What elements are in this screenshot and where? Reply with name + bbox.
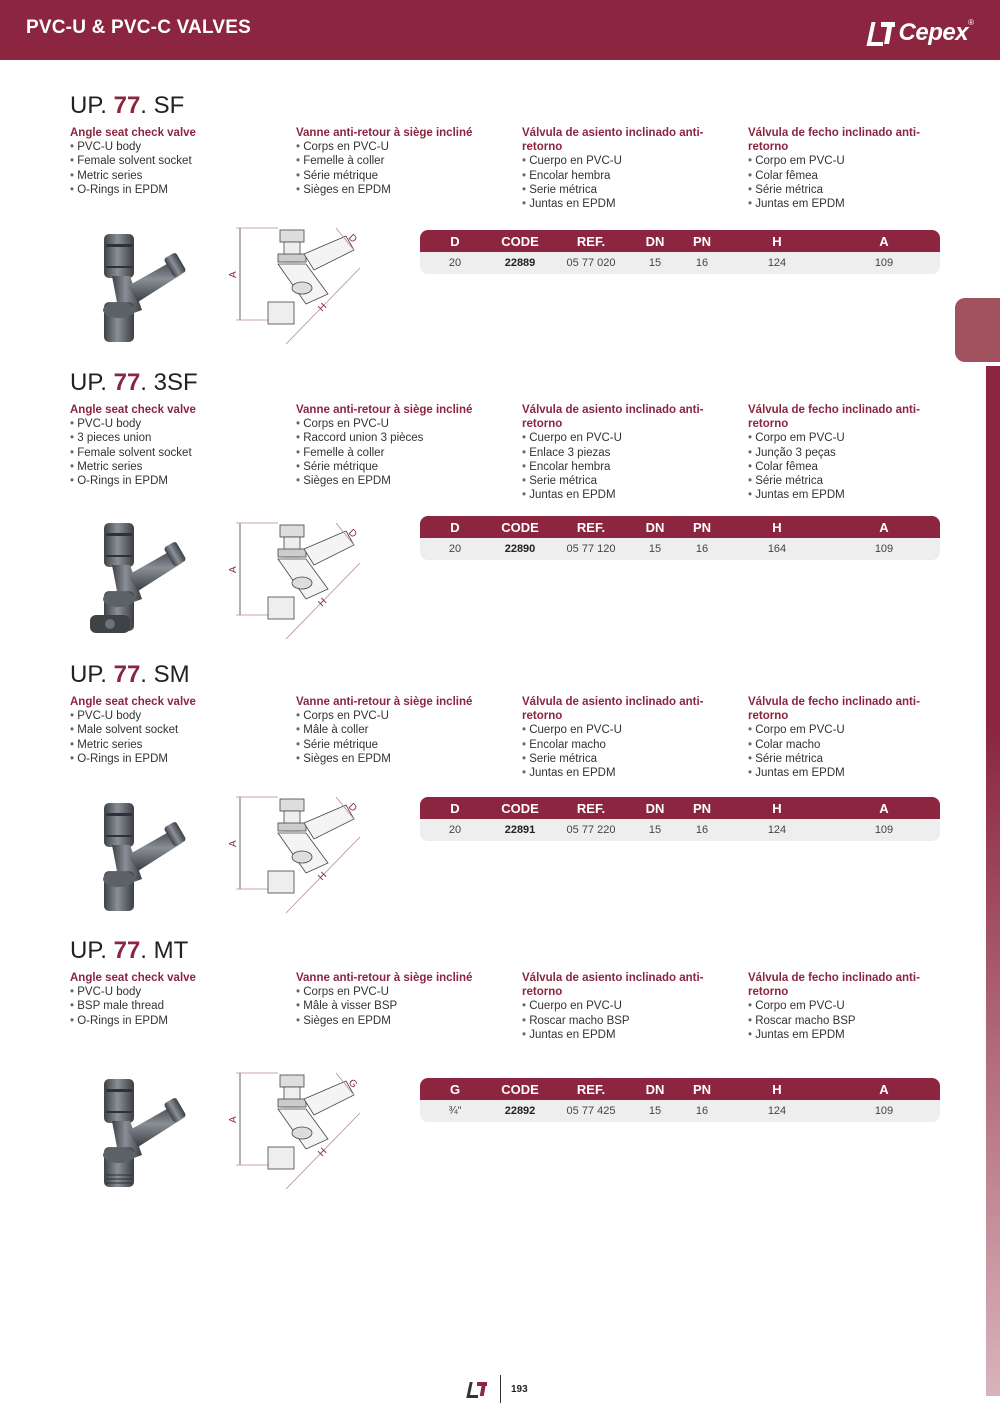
technical-drawing xyxy=(228,1069,368,1201)
feature-item: • Metric series xyxy=(70,460,275,474)
feature-list xyxy=(70,709,275,766)
spec-column-header: H xyxy=(726,797,828,819)
feature-item: • Raccord union 3 pièces xyxy=(296,431,501,445)
spec-column-header: DN xyxy=(632,516,678,538)
feature-item: • Juntas em EPDM xyxy=(748,488,953,502)
dimension-label-h: H xyxy=(316,1146,330,1160)
feature-list xyxy=(296,709,501,766)
section-title xyxy=(70,661,190,689)
dimension-label-d: D xyxy=(345,527,359,541)
feature-item: • Serie métrica xyxy=(522,752,727,766)
section-title-number: 77 xyxy=(113,937,141,964)
spec-cell: 22890 xyxy=(490,538,550,560)
spec-column-header: A xyxy=(828,1078,940,1100)
table-row xyxy=(420,819,940,841)
section-title-suffix: . SF xyxy=(140,92,185,119)
description-column xyxy=(522,695,727,780)
spec-cell: 22891 xyxy=(490,819,550,841)
feature-item: • Male solvent socket xyxy=(70,723,275,737)
feature-item: • Série métrica xyxy=(748,183,953,197)
feature-list xyxy=(296,417,501,488)
spec-column-header: H xyxy=(726,230,828,252)
spec-column-header: CODE xyxy=(490,1078,550,1100)
feature-list xyxy=(296,140,501,197)
spec-cell: 109 xyxy=(828,252,940,274)
feature-item: • Encolar hembra xyxy=(522,460,727,474)
spec-table-header xyxy=(420,1078,940,1100)
feature-list xyxy=(748,999,953,1042)
spec-column-header: CODE xyxy=(490,230,550,252)
feature-item: • PVC-U body xyxy=(70,709,275,723)
spec-column-header: CODE xyxy=(490,516,550,538)
page-header xyxy=(0,0,1000,60)
section-title-prefix: UP. xyxy=(70,661,114,688)
brand-logo xyxy=(867,16,974,50)
spec-table xyxy=(420,1078,940,1122)
feature-item: • Corps en PVC-U xyxy=(296,417,501,431)
brand-name: Cepex xyxy=(898,19,969,46)
section-title-number: 77 xyxy=(113,92,141,119)
section-title-number: 77 xyxy=(113,369,141,396)
dimension-label-a: A xyxy=(228,271,239,278)
spec-cell: 164 xyxy=(726,538,828,560)
description-heading: Angle seat check valve xyxy=(70,127,196,139)
description-heading: Vanne anti-retour à siège incliné xyxy=(296,972,473,984)
feature-list xyxy=(522,154,727,211)
spec-column-header: DN xyxy=(632,797,678,819)
table-row xyxy=(420,538,940,560)
description-column xyxy=(296,126,501,197)
description-column xyxy=(296,695,501,766)
feature-item: • O-Rings in EPDM xyxy=(70,183,275,197)
section-title-prefix: UP. xyxy=(70,369,114,396)
dimension-label-h: H xyxy=(316,596,330,610)
feature-item: • Colar fêmea xyxy=(748,460,953,474)
description-heading: Angle seat check valve xyxy=(70,696,196,708)
feature-item: • Colar macho xyxy=(748,738,953,752)
footer-divider xyxy=(500,1375,501,1403)
dimension-label-h: H xyxy=(316,301,330,315)
table-row xyxy=(420,252,940,274)
spec-table xyxy=(420,797,940,841)
description-heading: Válvula de fecho inclinado anti-retorno xyxy=(748,127,920,154)
spec-column-header: REF. xyxy=(550,230,632,252)
section-title xyxy=(70,92,184,120)
description-column xyxy=(296,403,501,488)
spec-table-header xyxy=(420,797,940,819)
technical-drawing xyxy=(228,224,368,356)
feature-item: • Corps en PVC-U xyxy=(296,709,501,723)
section-title xyxy=(70,369,198,397)
spec-column-header: H xyxy=(726,1078,828,1100)
section-title-number: 77 xyxy=(113,661,141,688)
feature-item: • Corpo em PVC-U xyxy=(748,154,953,168)
page-number: 193 xyxy=(511,1383,528,1395)
product-photo xyxy=(72,519,202,639)
feature-item: • Serie métrica xyxy=(522,474,727,488)
description-column xyxy=(522,126,727,211)
description-column xyxy=(748,126,953,211)
description-column xyxy=(70,695,275,766)
dimension-label-a: A xyxy=(228,566,239,573)
spec-cell: 109 xyxy=(828,538,940,560)
spec-cell: 05 77 220 xyxy=(550,819,632,841)
feature-item: • 3 pieces union xyxy=(70,431,275,445)
table-row xyxy=(420,1100,940,1122)
feature-list xyxy=(748,723,953,780)
spec-cell: 20 xyxy=(420,538,490,560)
product-section xyxy=(0,661,1000,921)
product-section xyxy=(0,92,1000,352)
feature-item: • Femelle à coller xyxy=(296,154,501,168)
feature-list xyxy=(522,999,727,1042)
feature-item: • Junção 3 peças xyxy=(748,446,953,460)
feature-item: • Female solvent socket xyxy=(70,154,275,168)
feature-item: • Encolar macho xyxy=(522,738,727,752)
product-photo xyxy=(72,799,202,919)
feature-item: • Corps en PVC-U xyxy=(296,985,501,999)
spec-table-header xyxy=(420,516,940,538)
spec-cell: 05 77 425 xyxy=(550,1100,632,1122)
spec-cell: 05 77 120 xyxy=(550,538,632,560)
spec-column-header: PN xyxy=(678,797,726,819)
feature-list xyxy=(296,985,501,1028)
description-heading: Vanne anti-retour à siège incliné xyxy=(296,696,473,708)
feature-list xyxy=(748,431,953,502)
feature-item: • Roscar macho BSP xyxy=(522,1014,727,1028)
dimension-label-a: A xyxy=(228,840,239,847)
description-column xyxy=(748,971,953,1042)
spec-cell: 15 xyxy=(632,252,678,274)
feature-item: • Metric series xyxy=(70,738,275,752)
spec-cell: 124 xyxy=(726,252,828,274)
feature-item: • Roscar macho BSP xyxy=(748,1014,953,1028)
description-heading: Vanne anti-retour à siège incliné xyxy=(296,404,473,416)
feature-item: • Série métrica xyxy=(748,752,953,766)
spec-cell: 15 xyxy=(632,1100,678,1122)
description-column xyxy=(70,126,275,197)
spec-cell: ¾" xyxy=(420,1100,490,1122)
spec-cell: 20 xyxy=(420,819,490,841)
spec-table-header xyxy=(420,230,940,252)
spec-cell: 15 xyxy=(632,538,678,560)
feature-item: • Juntas en EPDM xyxy=(522,488,727,502)
section-title-suffix: . SM xyxy=(140,661,190,688)
feature-item: • Serie métrica xyxy=(522,183,727,197)
feature-item: • Série métrique xyxy=(296,738,501,752)
spec-cell: 16 xyxy=(678,252,726,274)
description-column xyxy=(748,695,953,780)
spec-cell: 15 xyxy=(632,819,678,841)
spec-cell: 22889 xyxy=(490,252,550,274)
description-column xyxy=(522,971,727,1042)
spec-cell: 16 xyxy=(678,538,726,560)
page-title: PVC-U & PVC-C VALVES xyxy=(26,17,251,38)
feature-list xyxy=(748,154,953,211)
product-photo xyxy=(72,230,202,350)
feature-item: • PVC-U body xyxy=(70,417,275,431)
spec-cell: 109 xyxy=(828,1100,940,1122)
feature-item: • PVC-U body xyxy=(70,140,275,154)
feature-item: • Sièges en EPDM xyxy=(296,474,501,488)
feature-item: • O-Rings in EPDM xyxy=(70,752,275,766)
dimension-label-d: D xyxy=(345,232,359,246)
description-heading: Válvula de asiento inclinado anti-retorno xyxy=(522,972,704,999)
feature-list xyxy=(522,431,727,502)
spec-cell: 16 xyxy=(678,1100,726,1122)
spec-column-header: REF. xyxy=(550,797,632,819)
feature-item: • Corps en PVC-U xyxy=(296,140,501,154)
feature-item: • Sièges en EPDM xyxy=(296,183,501,197)
section-title-prefix: UP. xyxy=(70,92,114,119)
spec-column-header: A xyxy=(828,230,940,252)
spec-column-header: CODE xyxy=(490,797,550,819)
spec-column-header: REF. xyxy=(550,516,632,538)
section-title-prefix: UP. xyxy=(70,937,114,964)
description-column xyxy=(296,971,501,1028)
feature-item: • Sièges en EPDM xyxy=(296,752,501,766)
spec-column-header: PN xyxy=(678,516,726,538)
product-section xyxy=(0,369,1000,629)
feature-item: • Corpo em PVC-U xyxy=(748,723,953,737)
section-title xyxy=(70,937,188,965)
spec-column-header: DN xyxy=(632,1078,678,1100)
feature-list xyxy=(70,140,275,197)
feature-item: • Female solvent socket xyxy=(70,446,275,460)
description-heading: Válvula de fecho inclinado anti-retorno xyxy=(748,696,920,723)
spec-cell: 20 xyxy=(420,252,490,274)
feature-item: • Cuerpo en PVC-U xyxy=(522,154,727,168)
spec-column-header: PN xyxy=(678,230,726,252)
spec-column-header: G xyxy=(420,1078,490,1100)
cepex-logo-icon xyxy=(867,18,897,48)
spec-column-header: PN xyxy=(678,1078,726,1100)
description-heading: Válvula de fecho inclinado anti-retorno xyxy=(748,404,920,431)
spec-column-header: A xyxy=(828,797,940,819)
feature-item: • Juntas en EPDM xyxy=(522,197,727,211)
spec-column-header: D xyxy=(420,516,490,538)
description-column xyxy=(748,403,953,502)
description-heading: Vanne anti-retour à siège incliné xyxy=(296,127,473,139)
spec-cell: 124 xyxy=(726,1100,828,1122)
feature-item: • Juntas em EPDM xyxy=(748,197,953,211)
feature-item: • Cuerpo en PVC-U xyxy=(522,723,727,737)
description-heading: Válvula de asiento inclinado anti-retorno xyxy=(522,404,704,431)
feature-item: • Encolar hembra xyxy=(522,169,727,183)
feature-item: • Série métrica xyxy=(748,474,953,488)
feature-item: • Sièges en EPDM xyxy=(296,1014,501,1028)
spec-table xyxy=(420,230,940,274)
feature-item: • Cuerpo en PVC-U xyxy=(522,999,727,1013)
feature-item: • Juntas en EPDM xyxy=(522,1028,727,1042)
technical-drawing xyxy=(228,793,368,925)
feature-item: • Corpo em PVC-U xyxy=(748,999,953,1013)
spec-cell: 124 xyxy=(726,819,828,841)
feature-item: • Cuerpo en PVC-U xyxy=(522,431,727,445)
feature-item: • O-Rings in EPDM xyxy=(70,474,275,488)
spec-column-header: D xyxy=(420,230,490,252)
product-section xyxy=(0,937,1000,1197)
spec-column-header: REF. xyxy=(550,1078,632,1100)
feature-item: • Juntas en EPDM xyxy=(522,766,727,780)
dimension-label-h: H xyxy=(316,870,330,884)
dimension-label-a: A xyxy=(228,1116,239,1123)
spec-column-header: A xyxy=(828,516,940,538)
dimension-label-d: G xyxy=(345,1077,360,1091)
description-column xyxy=(70,971,275,1028)
cepex-footer-logo-icon xyxy=(466,1379,488,1399)
feature-item: • Mâle à coller xyxy=(296,723,501,737)
product-photo xyxy=(72,1075,202,1195)
spec-cell: 109 xyxy=(828,819,940,841)
feature-item: • Série métrique xyxy=(296,460,501,474)
description-heading: Válvula de asiento inclinado anti-retorno xyxy=(522,127,704,154)
feature-item: • Corpo em PVC-U xyxy=(748,431,953,445)
spec-column-header: DN xyxy=(632,230,678,252)
spec-table xyxy=(420,516,940,560)
section-title-suffix: . 3SF xyxy=(140,369,198,396)
description-column xyxy=(522,403,727,502)
brand-registered-mark: ® xyxy=(968,18,974,27)
spec-cell: 05 77 020 xyxy=(550,252,632,274)
section-title-suffix: . MT xyxy=(140,937,189,964)
feature-item: • Colar fêmea xyxy=(748,169,953,183)
feature-list xyxy=(70,985,275,1028)
description-heading: Válvula de asiento inclinado anti-retorno xyxy=(522,696,704,723)
dimension-label-d: D xyxy=(345,801,359,815)
spec-cell: 16 xyxy=(678,819,726,841)
description-heading: Angle seat check valve xyxy=(70,404,196,416)
feature-item: • Juntas em EPDM xyxy=(748,766,953,780)
feature-item: • BSP male thread xyxy=(70,999,275,1013)
feature-item: • Série métrique xyxy=(296,169,501,183)
spec-cell: 22892 xyxy=(490,1100,550,1122)
description-heading: Angle seat check valve xyxy=(70,972,196,984)
spec-column-header: H xyxy=(726,516,828,538)
feature-list xyxy=(522,723,727,780)
feature-item: • O-Rings in EPDM xyxy=(70,1014,275,1028)
feature-item: • Enlace 3 piezas xyxy=(522,446,727,460)
feature-item: • Juntas em EPDM xyxy=(748,1028,953,1042)
feature-item: • Mâle à visser BSP xyxy=(296,999,501,1013)
feature-item: • PVC-U body xyxy=(70,985,275,999)
technical-drawing xyxy=(228,519,368,651)
feature-list xyxy=(70,417,275,488)
feature-item: • Femelle à coller xyxy=(296,446,501,460)
feature-item: • Metric series xyxy=(70,169,275,183)
description-heading: Válvula de fecho inclinado anti-retorno xyxy=(748,972,920,999)
description-column xyxy=(70,403,275,488)
spec-column-header: D xyxy=(420,797,490,819)
page-footer xyxy=(466,1375,528,1403)
